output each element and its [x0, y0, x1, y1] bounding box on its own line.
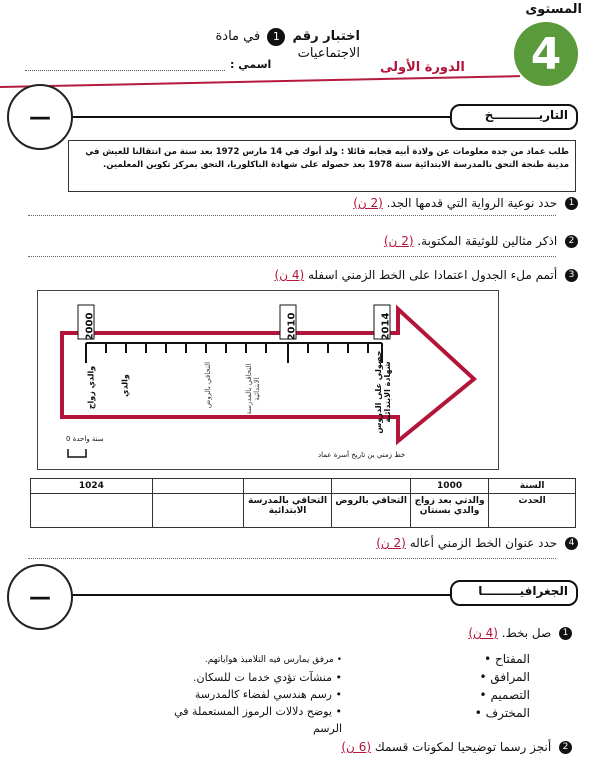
definition-text: منشآت تؤدي خدما ت للسكان.	[193, 671, 332, 684]
question-number: 1	[559, 627, 572, 640]
history-question-1	[158, 196, 578, 210]
question-text: اذكر مثالين للوثيقة المكتوبة.	[417, 234, 558, 248]
timeline-arrow	[38, 291, 500, 471]
table-cell[interactable]	[31, 494, 153, 528]
scale-label	[66, 435, 104, 443]
definition-item[interactable]: • رسم هندسي لفضاء كالمدرسة	[194, 688, 342, 701]
history-document: طلب عماد من جده معلومات عن ولادة أبيه فجابه قائلا : ولد أبوك في 14 مارس 1972 بعد سنة من انتقالنا للعيش في مدينة طنجة التحق بالمدرسة الابتدائية سنة 1978 بعد حصوله على شهادة الباكلوريا، التحق بمركز تكوين المعلمين.	[68, 140, 576, 192]
question-points: (6 ن)	[341, 740, 372, 754]
table-cell[interactable]: 1024	[31, 479, 153, 494]
definition-item[interactable]: • يوضح دلالات الرموز المستعملة في الرسم	[174, 705, 342, 735]
level-badge: 4	[514, 22, 578, 86]
question-points: (2 ن)	[376, 536, 406, 550]
geography-question-2	[272, 740, 572, 754]
table-row	[31, 479, 576, 494]
timeline-event: حصولي على الدروس شهادة الابتدائية	[374, 350, 392, 434]
question-points: (2 ن)	[353, 196, 383, 210]
terms-list	[420, 650, 530, 722]
definition-text: يوضح دلالات الرموز المستعملة في الرسم	[174, 705, 342, 735]
question-text: أنجز رسما توضيحيا لمكونات قسمك	[374, 740, 552, 754]
history-question-2	[158, 234, 578, 248]
timeline-event: التحاقي بالمدرسة الابتدائية	[245, 363, 261, 415]
table-cell[interactable]: التحاقي بالمدرسة الابتدائية	[243, 494, 332, 528]
timeline-table	[30, 478, 576, 528]
table-cell[interactable]	[243, 479, 332, 494]
scale-text: سنة واحدة	[72, 435, 104, 443]
term-text: التصميم	[490, 688, 530, 702]
question-number: 2	[565, 235, 578, 248]
table-cell[interactable]: التحاقي بالروض	[332, 494, 410, 528]
header-divider	[0, 75, 520, 88]
question-points: (4 ن)	[468, 626, 498, 640]
term-text: المرافق	[490, 670, 530, 684]
geography-question-1	[272, 626, 572, 640]
geography-section-line	[60, 594, 460, 596]
answer-line[interactable]	[28, 256, 556, 257]
question-number: 1	[565, 197, 578, 210]
term-text: المفتاح	[494, 652, 530, 666]
exam-number: 1	[267, 28, 285, 46]
question-points: (2 ن)	[383, 234, 414, 248]
term-item[interactable]: المفتاح •	[484, 652, 530, 666]
table-row-header: الحدث	[489, 494, 576, 528]
geography-section-title: الجغرافيـــــــــا	[450, 580, 578, 606]
answer-line[interactable]	[28, 558, 556, 559]
definition-item[interactable]: • مرفق يمارس فيه التلاميذ هواياتهم.	[204, 655, 342, 665]
question-text: صل بخط.	[501, 626, 552, 640]
history-section-line	[60, 116, 460, 118]
table-cell[interactable]	[152, 494, 243, 528]
question-text: أتمم ملء الجدول اعتمادا على الخط الزمني اسفله	[307, 268, 558, 282]
table-cell[interactable]	[332, 479, 410, 494]
exam-subject: في مادة الاجتماعيات	[215, 29, 360, 61]
level-label: المستوى	[525, 2, 582, 17]
name-input-line[interactable]	[25, 70, 225, 71]
exam-title	[150, 28, 360, 61]
term-item[interactable]: المخترف •	[474, 706, 530, 720]
term-item[interactable]: المرافق •	[479, 670, 530, 684]
history-question-4	[158, 536, 578, 550]
definition-text: مرفق يمارس فيه التلاميذ هواياتهم.	[204, 655, 334, 665]
question-number: 4	[565, 537, 578, 550]
timeline-event: والدي	[120, 374, 130, 397]
question-text: حدد عنوان الخط الزمني أعاله	[409, 536, 558, 550]
session-label: الدورة الأولى	[380, 60, 465, 75]
history-section-circle: —	[7, 84, 73, 150]
table-row	[31, 494, 576, 528]
table-cell[interactable]: 1000	[410, 479, 488, 494]
history-question-3	[158, 268, 578, 282]
exam-title-pre: اختبار رقم	[292, 29, 360, 44]
timeline-year-2000: 2000	[84, 312, 96, 341]
question-number: 3	[565, 269, 578, 282]
timeline-caption: خط زمني بن تاريخ أسرة عماد	[318, 451, 406, 459]
question-number: 2	[559, 741, 572, 754]
answer-line[interactable]	[28, 215, 556, 216]
timeline-event: التحاقي بالروض	[204, 361, 212, 409]
term-text: المخترف	[485, 706, 530, 720]
timeline-event: والدي زواج	[86, 365, 96, 410]
question-points: (4 ن)	[274, 268, 305, 282]
table-cell[interactable]: والدتي بعد زواج والدي بسنتان	[410, 494, 488, 528]
definition-item[interactable]: • منشآت تؤدي خدما ت للسكان.	[193, 671, 342, 684]
table-row-header: السنة	[489, 479, 576, 494]
name-label: اسمي :	[230, 58, 272, 71]
geography-section-circle: —	[7, 564, 73, 630]
scale-zero: 0	[66, 435, 71, 443]
table-cell[interactable]	[152, 479, 243, 494]
definitions-list	[150, 652, 342, 737]
definition-text: رسم هندسي لفضاء كالمدرسة	[194, 688, 332, 701]
question-text: حدد نوعية الرواية التي قدمها الجد.	[386, 196, 558, 210]
timeline-year-2014: 2014	[380, 312, 392, 341]
scale-bracket	[68, 449, 86, 457]
timeline-box	[37, 290, 499, 470]
history-section-title: التاريـــــــــــخ	[450, 104, 578, 130]
term-item[interactable]: التصميم •	[479, 688, 530, 702]
timeline-year-2010: 2010	[286, 312, 298, 341]
